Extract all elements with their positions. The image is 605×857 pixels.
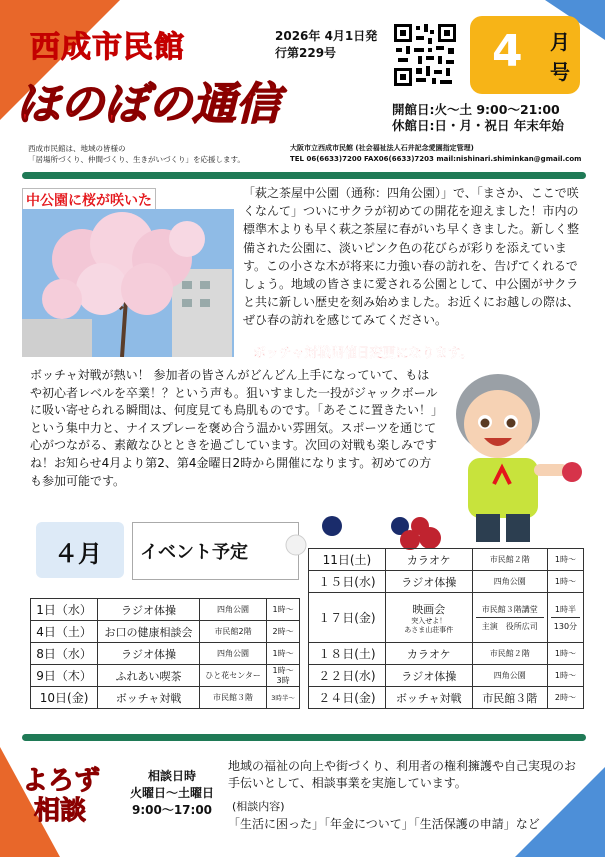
event-name: ラジオ体操 bbox=[385, 665, 472, 687]
event-time-sub: 130分 bbox=[553, 621, 578, 631]
event-date: １８日(土) bbox=[309, 643, 386, 665]
table-row bbox=[31, 665, 300, 687]
event-date: 11日(土) bbox=[309, 549, 386, 571]
table-row bbox=[31, 643, 300, 665]
contact-info bbox=[290, 143, 590, 165]
intro-line: 「居場所づくり、仲間づくり、生きがいづくり」を応援します。 bbox=[28, 155, 245, 164]
event-name: ボッチャ対戦 bbox=[98, 687, 200, 709]
qr-code[interactable] bbox=[392, 22, 458, 88]
divider bbox=[22, 172, 586, 179]
event-name: ボッチャ対戦 bbox=[385, 687, 472, 709]
consult-schedule-label: 相談日時 bbox=[147, 769, 196, 783]
event-date: ２２日(水) bbox=[309, 665, 386, 687]
consult-hours: 9:00～17:00 bbox=[131, 803, 213, 817]
consult-schedule bbox=[118, 768, 226, 819]
event-place-sub: 主演 役所広司 bbox=[481, 621, 538, 631]
event-time: 1時～ bbox=[267, 599, 300, 621]
table-row bbox=[309, 593, 584, 643]
event-place-cell bbox=[472, 593, 547, 643]
event-name: ふれあい喫茶 bbox=[98, 665, 200, 687]
event-name: ラジオ体操 bbox=[98, 599, 200, 621]
event-time: 2時～ bbox=[267, 621, 300, 643]
organization-name: 大阪市立西成市民館 (社会福祉法人石井記念愛園指定管理) bbox=[290, 144, 474, 152]
event-time: 1時～ 3時 bbox=[267, 665, 300, 687]
consult-description: 地域の福祉の向上や街づくり、利用者の権利擁護や自己実現のお手伝いとして、相談事業を実施しています。 bbox=[228, 759, 577, 790]
event-name: お口の健康相談会 bbox=[98, 621, 200, 643]
event-place: 四角公園 bbox=[199, 643, 266, 665]
event-place: 市民館2階 bbox=[199, 621, 266, 643]
opening-hours bbox=[392, 102, 592, 134]
event-date: 10日(金) bbox=[31, 687, 98, 709]
event-time: 1時～ bbox=[267, 643, 300, 665]
event-date: 9日（木） bbox=[31, 665, 98, 687]
contact-details: TEL 06(6633)7200 FAX06(6633)7203 mail:nishinari.shiminkan@gmail.com bbox=[290, 155, 582, 163]
consult-examples: 「生活に困った」「年金について」「生活保護の申請」など bbox=[228, 817, 540, 831]
article-body: ボッチャ対戦が熱い！ 参加者の皆さんがどんどん上手になっていて、もはや初心者レベルを卒業！？という声も。狙いすました一投がジャックボールに吸い寄せられる瞬間は、何度見ても鳥肌ものです。「あそこに置きたい！」という集中力と、ナイスプレーを褒め合う温かい雰囲気。スポーツを通じて心がつながる、素敵なひとときを過ごしています。次回の対戦も楽しみですね！お知らせ4月より第2、第4金曜日2時から開催になります。初めての方も参加可能です。 bbox=[30, 368, 438, 488]
event-place: 四角公園 bbox=[472, 571, 547, 593]
month-number: 4 bbox=[492, 26, 523, 77]
table-row bbox=[31, 621, 300, 643]
table-row bbox=[309, 643, 584, 665]
event-name: ラジオ体操 bbox=[98, 643, 200, 665]
event-name: カラオケ bbox=[385, 549, 472, 571]
month-badge bbox=[470, 16, 580, 94]
event-name: カラオケ bbox=[385, 643, 472, 665]
article-body: 「萩之茶屋中公園（通称：四角公園）」で、「まさか、ここで咲くなんて」ついにサクラが初めての開花を迎えました！市内の標準木よりも早く萩之茶屋に春がいち早くきました。新しく整備された公園に、淡いピンク色の花びらが彩りを添えています。この小さな木が将来に力強い春の訪れを、告げてくれるでしょう。地域の皆さまに愛される公園として、中公園がサクラと共に新しい歴史を刻み始めました。お近くにお越しの際は、ぜひ春の訪れを感じてみてください。 bbox=[243, 186, 580, 328]
event-time: 1時～ bbox=[547, 549, 583, 571]
article-heading: ボッチャ対戦開催日変更になります。 bbox=[253, 346, 473, 361]
event-time: 1時～ bbox=[547, 665, 583, 687]
table-row bbox=[309, 549, 584, 571]
consult-title: よろず bbox=[22, 766, 101, 796]
event-time: 1時半 bbox=[551, 604, 580, 618]
event-time: 1時～ bbox=[547, 643, 583, 665]
event-date: ２４日(金) bbox=[309, 687, 386, 709]
event-time: 2時～ bbox=[547, 687, 583, 709]
intro-text bbox=[28, 143, 298, 165]
event-place: 市民館２階 bbox=[472, 549, 547, 571]
table-row bbox=[309, 665, 584, 687]
event-date: 8日（水） bbox=[31, 643, 98, 665]
table-row bbox=[31, 599, 300, 621]
event-time: 1時～ bbox=[547, 571, 583, 593]
newsletter-title: ほのぼの通信 bbox=[16, 79, 280, 130]
open-days: 開館日:火～土 9:00～21:00 bbox=[392, 102, 560, 117]
table-row bbox=[309, 571, 584, 593]
consult-days: 火曜日～土曜日 bbox=[129, 786, 214, 800]
event-place: 市民館２階 bbox=[472, 643, 547, 665]
event-name-sub: 突入せよ！ あさま山荘事件 bbox=[404, 616, 454, 634]
consult-title: 相談 bbox=[34, 796, 87, 826]
event-date: １５日(水) bbox=[309, 571, 386, 593]
event-name: 映画会 bbox=[412, 602, 446, 616]
event-table-right bbox=[308, 548, 584, 709]
intro-line: 西成市民館は、地域の皆様の bbox=[28, 144, 126, 153]
boccia-player-illustration bbox=[438, 364, 588, 544]
article-heading: 中公園に桜が咲いた bbox=[22, 188, 156, 212]
month-tab-label: ４月 bbox=[54, 540, 102, 568]
event-date: 1日（水） bbox=[31, 599, 98, 621]
event-date: １７日(金) bbox=[309, 593, 386, 643]
event-place: 市民館３階 bbox=[472, 687, 547, 709]
event-place: 四角公園 bbox=[199, 599, 266, 621]
month-label: 月 bbox=[550, 30, 570, 54]
event-place: 四角公園 bbox=[472, 665, 547, 687]
newsletter-publisher: 西成市民館 bbox=[30, 30, 185, 65]
closed-days: 休館日:日・月・祝日 年末年始 bbox=[392, 118, 564, 133]
event-place: ひと花センター bbox=[199, 665, 266, 687]
event-title: イベント予定 bbox=[140, 542, 248, 563]
issue-label: 号 bbox=[550, 60, 570, 84]
event-date: 4日（土） bbox=[31, 621, 98, 643]
divider bbox=[22, 734, 586, 741]
table-row bbox=[309, 687, 584, 709]
event-table-left bbox=[30, 598, 300, 709]
event-place: 市民館３階 bbox=[199, 687, 266, 709]
event-place: 市民館３階講堂 bbox=[476, 604, 544, 618]
table-row bbox=[31, 687, 300, 709]
cherry-blossom-photo bbox=[22, 209, 234, 357]
issue-date: 2026年 4月1日発 bbox=[275, 29, 378, 43]
consult-content-label: (相談内容) bbox=[232, 800, 285, 813]
event-name-cell bbox=[385, 593, 472, 643]
boccia-balls-illustration bbox=[318, 512, 448, 552]
issue-info bbox=[275, 28, 385, 62]
event-time: 3時半～ bbox=[267, 687, 300, 709]
boccia-ball-icon bbox=[285, 534, 307, 556]
issue-number: 行第229号 bbox=[275, 46, 337, 60]
event-name: ラジオ体操 bbox=[385, 571, 472, 593]
event-time-cell bbox=[547, 593, 583, 643]
